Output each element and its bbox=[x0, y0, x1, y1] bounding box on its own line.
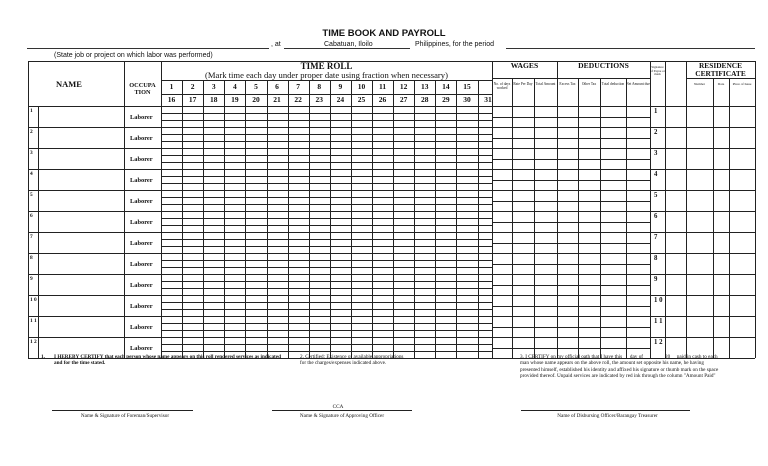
row-right-number: 1 bbox=[654, 108, 658, 115]
certification-1-number: 1. bbox=[41, 354, 45, 360]
row-number: 2 bbox=[30, 129, 33, 135]
name-header: NAME bbox=[56, 79, 82, 89]
row-occupation: Laborer bbox=[130, 324, 153, 331]
cca-label: CCA bbox=[332, 404, 344, 410]
row-occupation: Laborer bbox=[130, 198, 153, 205]
certification-3-text: 3. I CERTIFY on my official oath that I have this___day of________ 20__ paid in cash to each man whose name appears on the above roll, the amount set opposite his name, he having presented himself, established his identity and affixed his signature or thumb mark on the space provided thereof. Unpaid services are indicated by red ink through the column "Amount Paid" bbox=[520, 354, 719, 379]
amount-subrow-line bbox=[492, 327, 650, 328]
table-row-line bbox=[28, 337, 755, 338]
deductions-title: DEDUCTIONS bbox=[578, 61, 629, 70]
row-number: 1 bbox=[30, 108, 33, 114]
time-roll-day-line-top bbox=[161, 80, 492, 81]
day-label-28: 28 bbox=[420, 95, 429, 104]
day-subrow-line bbox=[161, 267, 492, 268]
wages-title: WAGES bbox=[510, 61, 539, 70]
table-row-line bbox=[28, 211, 755, 212]
deductions-subheader: Other Tax bbox=[581, 82, 597, 86]
document-title: TIME BOOK AND PAYROLL bbox=[322, 28, 446, 39]
occupation-header: OCCUPA TION bbox=[129, 82, 156, 96]
amount-subrow-line bbox=[492, 285, 650, 286]
day-label-11: 11 bbox=[379, 82, 387, 91]
day-subrow-line bbox=[161, 134, 492, 135]
day-subrow-line bbox=[161, 162, 492, 163]
day-subrow-line bbox=[161, 323, 492, 324]
day-label-15: 15 bbox=[463, 82, 471, 91]
signature-line-disbursing bbox=[521, 410, 690, 411]
table-row-line bbox=[28, 232, 755, 233]
row-right-number: 1 1 bbox=[654, 318, 663, 325]
residence-subheader-line bbox=[686, 78, 755, 79]
time-roll-title: TIME ROLL bbox=[300, 61, 353, 71]
wages-subheader: Total Amount bbox=[535, 82, 556, 86]
signature-subheader: Signature of Payee or mark bbox=[650, 65, 665, 77]
certification-1-text: I HEREBY CERTIFY that each person whose name appears on this roll rendered services as indicated and for the time stated. bbox=[54, 354, 281, 367]
day-label-19: 19 bbox=[231, 95, 239, 104]
row-right-number: 1 2 bbox=[654, 339, 663, 346]
day-label-7: 7 bbox=[296, 82, 301, 91]
row-occupation: Laborer bbox=[130, 345, 153, 352]
row-occupation: Laborer bbox=[130, 303, 153, 310]
day-subrow-line bbox=[161, 204, 492, 205]
day-label-17: 17 bbox=[188, 95, 197, 104]
row-right-number: 8 bbox=[654, 255, 658, 262]
amount-subrow-line bbox=[492, 138, 650, 139]
day-label-2: 2 bbox=[190, 82, 195, 91]
table-row-line bbox=[28, 316, 755, 317]
certification-2-text: 2. Certified: Existence of available appropriations for the charges/expenses indicated above. bbox=[300, 354, 404, 367]
day-subrow-line bbox=[161, 113, 492, 114]
row-occupation: Laborer bbox=[130, 156, 153, 163]
row-right-number: 7 bbox=[654, 234, 658, 241]
row-right-number: 9 bbox=[654, 276, 658, 283]
day-label-26: 26 bbox=[378, 95, 387, 104]
day-subrow-line bbox=[161, 225, 492, 226]
row-right-number: 1 0 bbox=[654, 297, 663, 304]
residence-title: RESIDENCE CERTIFICATE bbox=[695, 61, 746, 78]
day-label-12: 12 bbox=[399, 82, 408, 91]
day-subrow-line bbox=[161, 330, 492, 331]
day-subrow-line bbox=[161, 239, 492, 240]
amount-subrow-line bbox=[492, 243, 650, 244]
row-number: 3 bbox=[30, 150, 33, 156]
day-subrow-line bbox=[161, 176, 492, 177]
wages-deductions-subheader-line bbox=[492, 78, 650, 79]
residence-subheader: Place of Issue bbox=[732, 82, 752, 86]
state-job-note: (State job or project on which labor was performed) bbox=[54, 52, 213, 59]
time-roll-subtitle: (Mark time each day under proper date using fraction when necessary) bbox=[205, 70, 448, 80]
day-label-20: 20 bbox=[252, 95, 260, 104]
row-right-number: 4 bbox=[654, 171, 658, 178]
row-number: 1 2 bbox=[30, 339, 37, 345]
table-row-line bbox=[28, 274, 755, 275]
deductions-subheader: Excess Tax bbox=[559, 82, 576, 86]
wages-subheader: No. of days worked bbox=[493, 82, 511, 90]
day-label-27: 27 bbox=[399, 95, 408, 104]
amount-subrow-line bbox=[492, 117, 650, 118]
day-label-31: 31 bbox=[484, 95, 492, 104]
day-subrow-line bbox=[161, 288, 492, 289]
day-subrow-line bbox=[161, 281, 492, 282]
day-subrow-line bbox=[161, 197, 492, 198]
amount-subrow-line bbox=[492, 180, 650, 181]
row-occupation: Laborer bbox=[130, 240, 153, 247]
day-subrow-line bbox=[161, 309, 492, 310]
row-occupation: Laborer bbox=[130, 219, 153, 226]
day-label-5: 5 bbox=[254, 82, 258, 91]
day-label-4: 4 bbox=[232, 82, 237, 91]
at-label: , at bbox=[271, 41, 281, 48]
day-label-22: 22 bbox=[294, 95, 302, 104]
day-label-14: 14 bbox=[442, 82, 450, 91]
table-row-line bbox=[28, 127, 755, 128]
row-number: 1 0 bbox=[30, 297, 37, 303]
day-label-3: 3 bbox=[211, 82, 216, 91]
table-row-line bbox=[28, 148, 755, 149]
day-subrow-line bbox=[161, 183, 492, 184]
day-subrow-line bbox=[161, 302, 492, 303]
row-number: 9 bbox=[30, 276, 33, 282]
day-subrow-line bbox=[161, 141, 492, 142]
day-subrow-line bbox=[161, 351, 492, 352]
table-row-line bbox=[28, 190, 755, 191]
signature-label-disbursing: Name of Disbursing Officer/Barangay Treasurer bbox=[557, 413, 658, 419]
amount-subrow-line bbox=[492, 348, 650, 349]
table-row-line bbox=[28, 169, 755, 170]
table-right-border bbox=[755, 61, 756, 358]
row-right-number: 2 bbox=[654, 129, 658, 136]
row-occupation: Laborer bbox=[130, 177, 153, 184]
day-label-13: 13 bbox=[420, 82, 429, 91]
day-label-18: 18 bbox=[209, 95, 218, 104]
deductions-subheader: Net Amount due bbox=[626, 82, 650, 86]
row-occupation: Laborer bbox=[130, 114, 153, 121]
amount-subrow-line bbox=[492, 201, 650, 202]
row-right-number: 6 bbox=[654, 213, 658, 220]
residence-subheader: Number bbox=[693, 82, 706, 86]
row-right-number: 5 bbox=[654, 192, 658, 199]
row-number: 6 bbox=[30, 213, 33, 219]
row-number: 4 bbox=[30, 171, 33, 177]
row-number: 7 bbox=[30, 234, 33, 240]
amount-subrow-line bbox=[492, 159, 650, 160]
day-label-10: 10 bbox=[357, 82, 366, 91]
day-label-21: 21 bbox=[273, 95, 281, 104]
row-occupation: Laborer bbox=[130, 261, 153, 268]
row-number: 1 1 bbox=[30, 318, 37, 324]
day-label-23: 23 bbox=[315, 95, 323, 104]
row-right-number: 3 bbox=[654, 150, 658, 157]
day-label-8: 8 bbox=[317, 82, 322, 91]
signature-label-foreman: Name & Signature of Foreman/Supervisor bbox=[80, 413, 170, 419]
day-label-25: 25 bbox=[357, 95, 366, 104]
location-text: Cabatuan, Iloilo bbox=[324, 41, 373, 48]
day-label-16: 16 bbox=[167, 95, 176, 104]
amount-subrow-line bbox=[492, 264, 650, 265]
day-subrow-line bbox=[161, 218, 492, 219]
row-occupation: Laborer bbox=[130, 135, 153, 142]
day-subrow-line bbox=[161, 246, 492, 247]
country-period-label: Philippines, for the period bbox=[415, 41, 494, 48]
row-number: 5 bbox=[30, 192, 33, 198]
day-label-24: 24 bbox=[336, 95, 345, 104]
day-label-1: 1 bbox=[169, 82, 174, 91]
day-subrow-line bbox=[161, 155, 492, 156]
day-label-6: 6 bbox=[275, 82, 279, 91]
signature-line-foreman bbox=[52, 410, 193, 411]
day-subrow-line bbox=[161, 344, 492, 345]
day-subrow-line bbox=[161, 260, 492, 261]
deductions-subheader: Total deduction bbox=[601, 82, 625, 86]
residence-subheader: Date bbox=[717, 82, 725, 86]
day-label-29: 29 bbox=[442, 95, 450, 104]
row-number: 8 bbox=[30, 255, 33, 261]
signature-label-approving: Name & Signature of Approving Officer bbox=[299, 413, 385, 419]
day-label-9: 9 bbox=[338, 82, 343, 91]
day-subrow-line bbox=[161, 120, 492, 121]
day-label-30: 30 bbox=[463, 95, 471, 104]
amount-subrow-line bbox=[492, 222, 650, 223]
table-row-line bbox=[28, 295, 755, 296]
header-bottom-line bbox=[28, 106, 755, 107]
wages-subheader: Rate Per Day bbox=[513, 82, 533, 86]
row-occupation: Laborer bbox=[130, 282, 153, 289]
table-row-line bbox=[28, 253, 755, 254]
amount-subrow-line bbox=[492, 306, 650, 307]
